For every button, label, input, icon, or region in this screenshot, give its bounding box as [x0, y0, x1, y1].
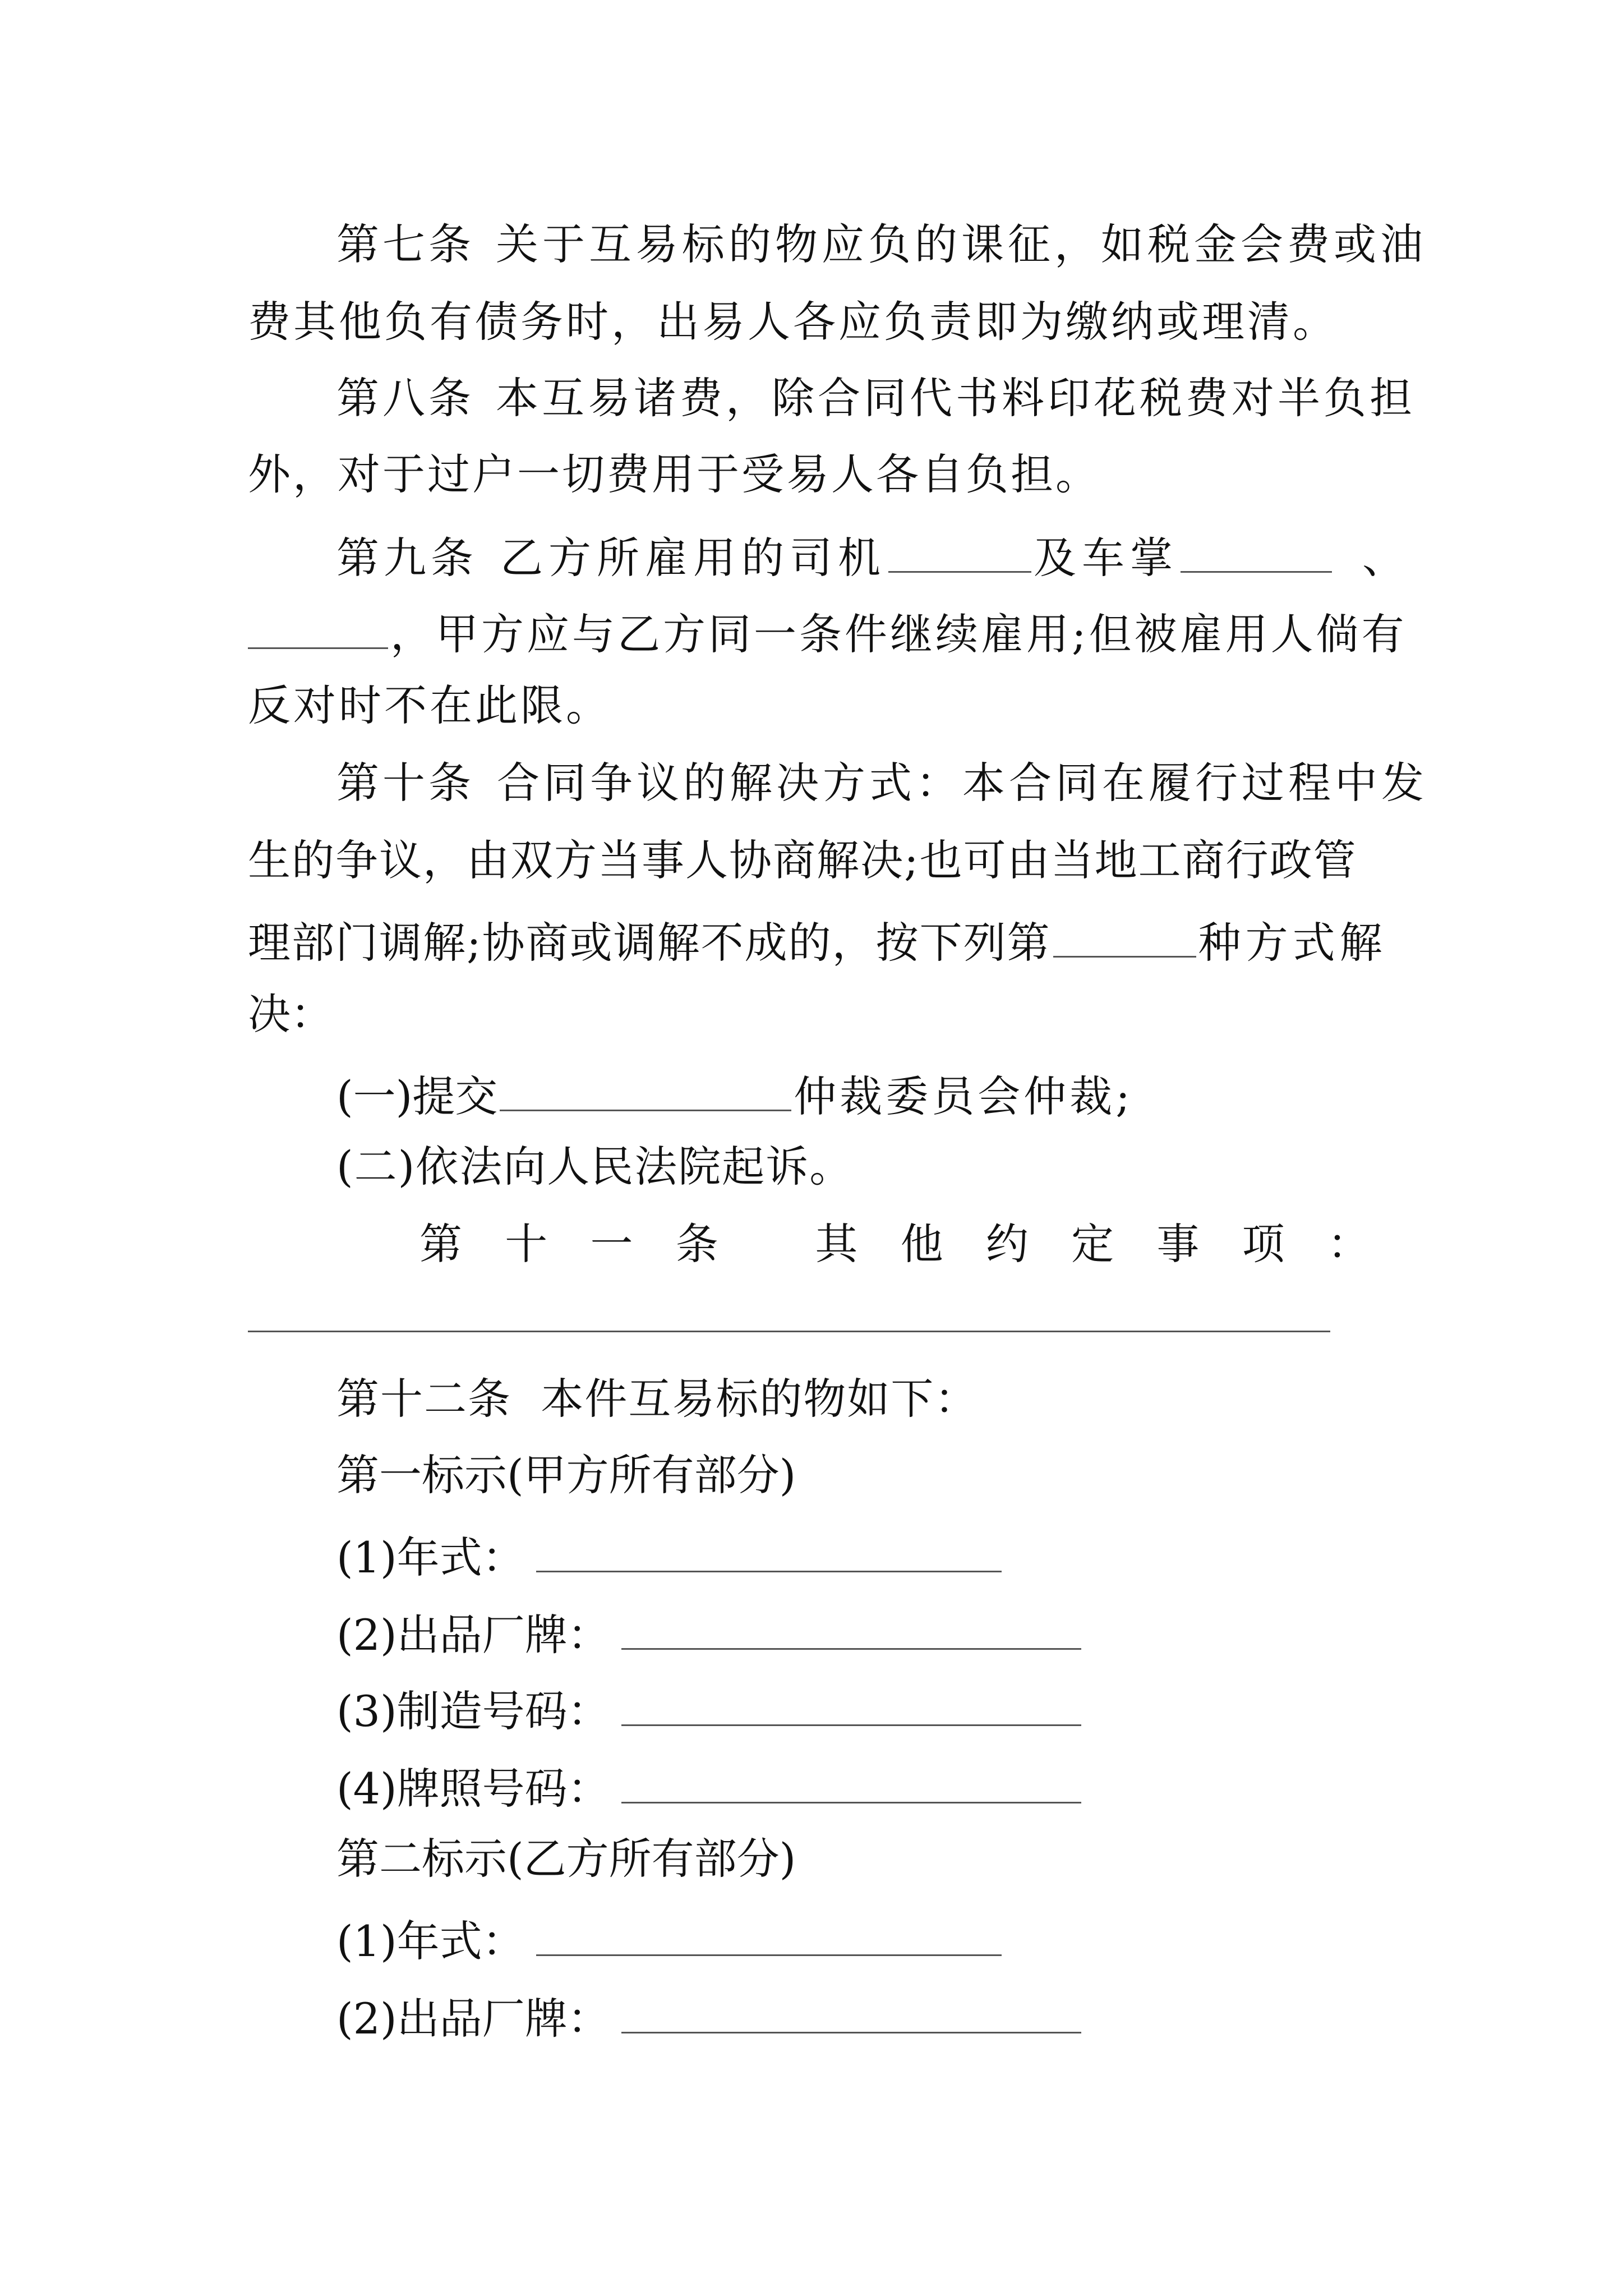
- article-9-line-3: 反对时不在此限。: [248, 680, 611, 730]
- article-7-line-1: [336, 219, 1427, 269]
- part-1-year: [336, 1530, 1004, 1582]
- article-9-text-1: 乙方所雇用的司机: [500, 533, 886, 583]
- part-2-heading: 第二标示(乙方所有部分): [336, 1834, 796, 1884]
- article-9-label: 第九条: [336, 533, 478, 583]
- part-1-year-label: (1)年式：: [336, 1533, 525, 1582]
- article-11-char: ：: [1327, 1219, 1370, 1269]
- part-1-brand-blank[interactable]: [621, 1608, 1081, 1650]
- part-2-year-blank[interactable]: [536, 1914, 1002, 1956]
- article-11-char: 约: [985, 1219, 1029, 1269]
- part-1-brand-label: (2)出品厂牌：: [336, 1610, 610, 1660]
- part-2-brand-label: (2)出品厂牌：: [336, 1994, 610, 2044]
- article-8-line-1: [336, 373, 1415, 423]
- arbitration-committee-blank[interactable]: [500, 1069, 791, 1111]
- article-12-title: 第十二条 本件互易标的物如下：: [336, 1374, 979, 1424]
- other-matters-blank[interactable]: [248, 1331, 1330, 1332]
- article-8-label: 第八条: [336, 373, 474, 423]
- article-10-line-1: [336, 758, 1428, 808]
- article-10-label: 第十条: [336, 758, 474, 808]
- article-10-line-4: 决：: [248, 989, 333, 1039]
- article-7-text-1: 关于互易标的物应负的课征，如税金会费或油: [496, 219, 1427, 269]
- option-1-text-b: 仲裁委员会仲裁;: [794, 1071, 1133, 1121]
- article-9-text-3: ，甲方应与乙方同一条件继续雇用;但被雇用人倘有: [390, 609, 1407, 659]
- method-choice-blank[interactable]: [1053, 915, 1196, 958]
- article-11-char: [761, 1223, 772, 1266]
- conductor-name-blank-1[interactable]: [1181, 531, 1332, 573]
- article-10-text-1: 合同争议的解决方式：本合同在履行过程中发: [497, 758, 1428, 808]
- article-11-char: 事: [1156, 1219, 1200, 1269]
- article-10-line-2: 生的争议，由双方当事人协商解决;也可由当地工商行政管: [248, 835, 1357, 885]
- part-2-year-label: (1)年式：: [336, 1916, 525, 1966]
- part-2-brand: [336, 1991, 1083, 2044]
- part-1-brand: [336, 1608, 1083, 1660]
- part-1-mfg-blank[interactable]: [621, 1684, 1081, 1726]
- part-1-plate-label: (4)牌照号码：: [336, 1764, 610, 1814]
- article-11-char: 他: [900, 1219, 943, 1269]
- part-1-year-blank[interactable]: [536, 1530, 1002, 1572]
- article-11-char: 条: [675, 1219, 718, 1269]
- article-10-text-4: 种方式解: [1198, 918, 1387, 968]
- part-2-brand-blank[interactable]: [621, 1991, 1081, 2033]
- article-8-text-1: 本互易诸费，除合同代书料印花税费对半负担: [496, 373, 1415, 423]
- article-11-char: 定: [1071, 1219, 1114, 1269]
- part-1-plate-blank[interactable]: [621, 1761, 1081, 1803]
- option-1-text-a: (一)提交: [336, 1071, 498, 1121]
- article-11-char: 第: [419, 1219, 462, 1269]
- part-1-plate-number: [336, 1761, 1083, 1814]
- article-9-line-1: [336, 531, 1405, 583]
- article-11-char: 项: [1242, 1219, 1285, 1269]
- article-7-label: 第七条: [336, 219, 474, 269]
- article-10-line-3: [248, 915, 1387, 968]
- part-1-mfg-number: [336, 1684, 1083, 1736]
- article-11-char: 十: [505, 1219, 548, 1269]
- conductor-name-blank-2[interactable]: [248, 607, 388, 649]
- article-8-line-2: 外，对于过户一切费用于受易人各自负担。: [248, 449, 1100, 499]
- part-1-heading: 第一标示(甲方所有部分): [336, 1450, 796, 1500]
- article-9-line-2: [248, 607, 1407, 659]
- article-11-char: 一: [590, 1219, 633, 1269]
- article-11-char: 其: [815, 1219, 858, 1269]
- driver-name-blank[interactable]: [888, 531, 1031, 573]
- part-2-year: [336, 1914, 1004, 1966]
- article-9-text-2: 及车掌: [1034, 533, 1178, 583]
- article-9-sep: 、: [1362, 533, 1405, 583]
- article-11-line: [419, 1219, 1370, 1269]
- option-1: [336, 1069, 1133, 1121]
- part-1-mfg-label: (3)制造号码：: [336, 1686, 610, 1736]
- article-7-line-2: 费其他负有债务时，出易人各应负责即为缴纳或理清。: [248, 297, 1338, 347]
- option-2: (二)依法向人民法院起诉。: [336, 1142, 854, 1191]
- article-10-text-3: 理部门调解;协商或调解不成的，按下列第: [248, 918, 1051, 968]
